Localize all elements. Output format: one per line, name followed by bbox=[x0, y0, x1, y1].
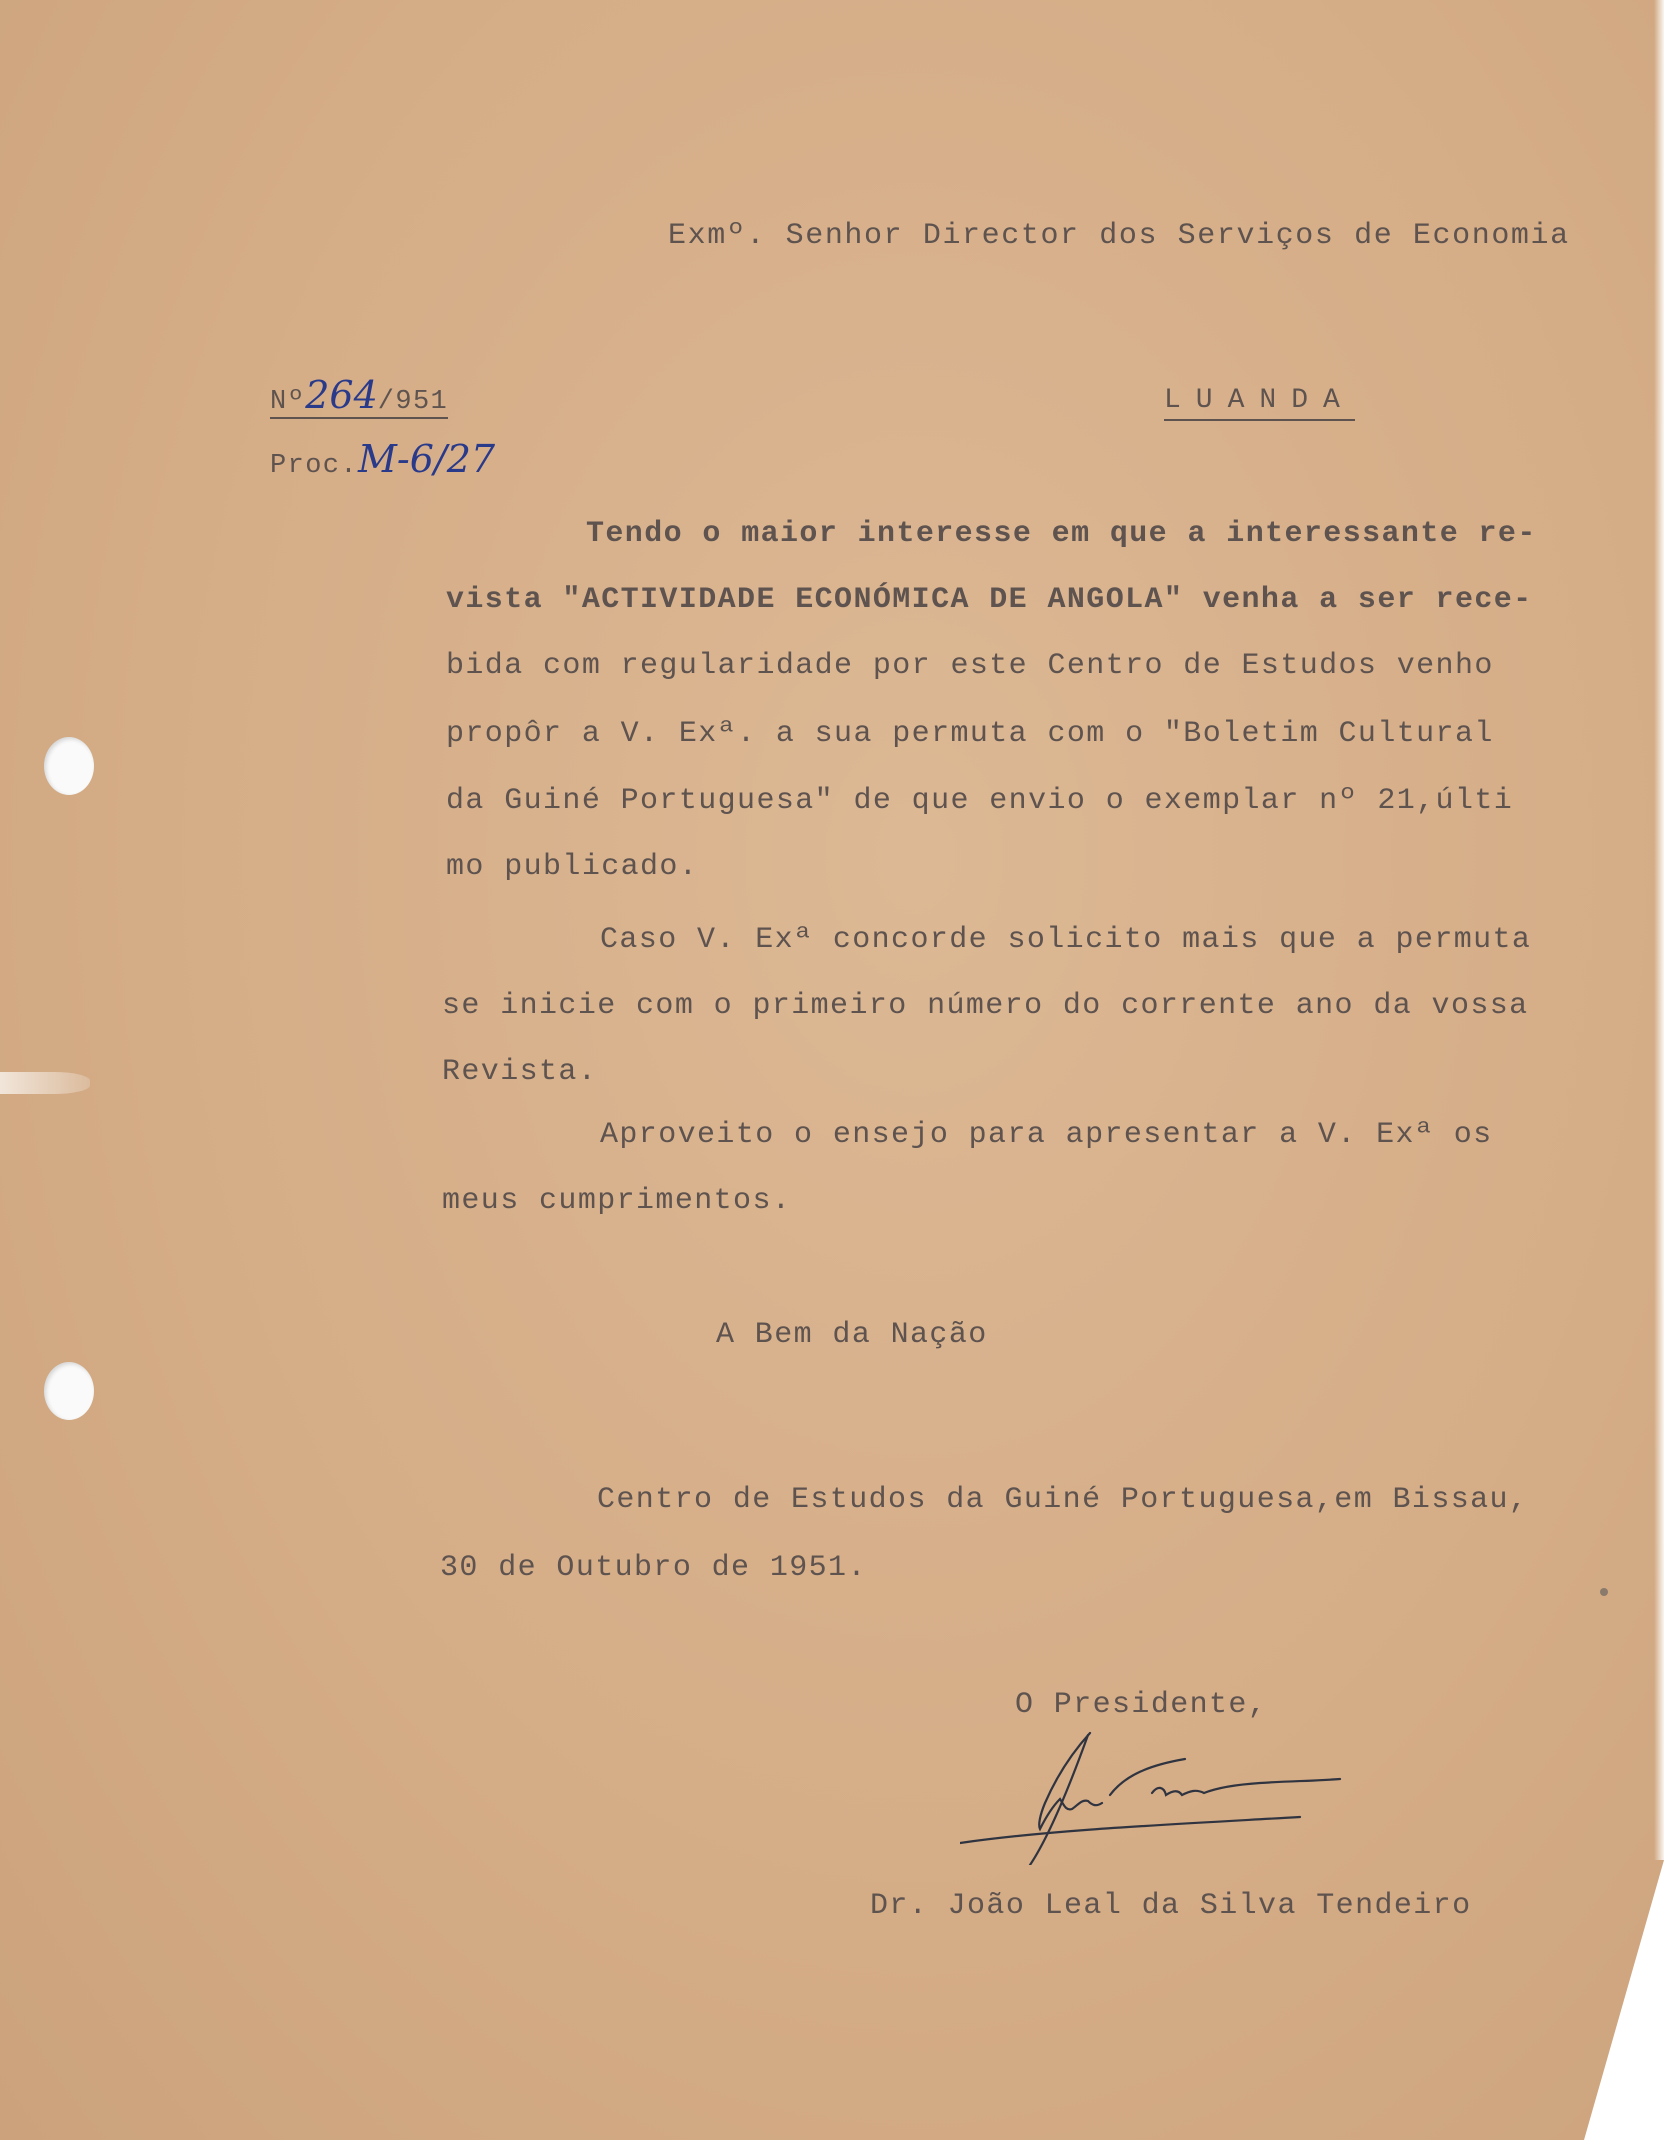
body-line: Caso V. Exª concorde solicito mais que a permuta bbox=[600, 923, 1532, 957]
body-line: Aproveito o ensejo para apresentar a V. Exª os bbox=[600, 1118, 1493, 1152]
body-line: mo publicado. bbox=[446, 850, 699, 884]
body-line: meus cumprimentos. bbox=[442, 1184, 792, 1218]
body-line: vista "ACTIVIDADE ECONÓMICA DE ANGOLA" venha a ser rece- bbox=[446, 583, 1533, 617]
handwritten-signature bbox=[960, 1725, 1350, 1865]
body-line: da Guiné Portuguesa" de que envio o exemplar nº 21,últi bbox=[446, 784, 1514, 818]
body-line: bida com regularidade por este Centro de Estudos venho bbox=[446, 649, 1494, 683]
body-line: propôr a V. Exª. a sua permuta com o "Boletim Cultural bbox=[446, 717, 1494, 751]
closing-salutation: A Bem da Nação bbox=[716, 1318, 988, 1352]
signer-name: Dr. João Leal da Silva Tendeiro bbox=[870, 1889, 1472, 1923]
reference-prefix: Nº bbox=[270, 387, 306, 417]
destination-city: LUANDA bbox=[1164, 387, 1355, 421]
date-line: 30 de Outubro de 1951. bbox=[440, 1551, 867, 1585]
body-line: Tendo o maior interesse em que a interessante re- bbox=[586, 517, 1537, 551]
punch-hole-top bbox=[44, 737, 94, 795]
body-line: se inicie com o primeiro número do corrente ano da vossa bbox=[442, 989, 1529, 1023]
paper-tear bbox=[0, 1072, 90, 1094]
reference-handwritten-number: 264 bbox=[305, 373, 378, 417]
torn-corner bbox=[1584, 1860, 1664, 2140]
process-label: Proc. bbox=[270, 451, 359, 481]
punch-hole-bottom bbox=[44, 1362, 94, 1420]
process-reference bbox=[270, 437, 496, 481]
body-line: Revista. bbox=[442, 1055, 598, 1089]
place-line: Centro de Estudos da Guiné Portuguesa,em Bissau, bbox=[597, 1483, 1529, 1517]
signer-title: O Presidente, bbox=[1015, 1688, 1268, 1722]
paper-edge bbox=[1654, 0, 1664, 1860]
ink-speck bbox=[1600, 1588, 1608, 1596]
reference-year: /951 bbox=[377, 387, 449, 417]
reference-number bbox=[270, 373, 449, 419]
process-handwritten-code: M-6/27 bbox=[358, 437, 496, 481]
addressee-line: Exmº. Senhor Director dos Serviços de Economia bbox=[668, 219, 1570, 253]
